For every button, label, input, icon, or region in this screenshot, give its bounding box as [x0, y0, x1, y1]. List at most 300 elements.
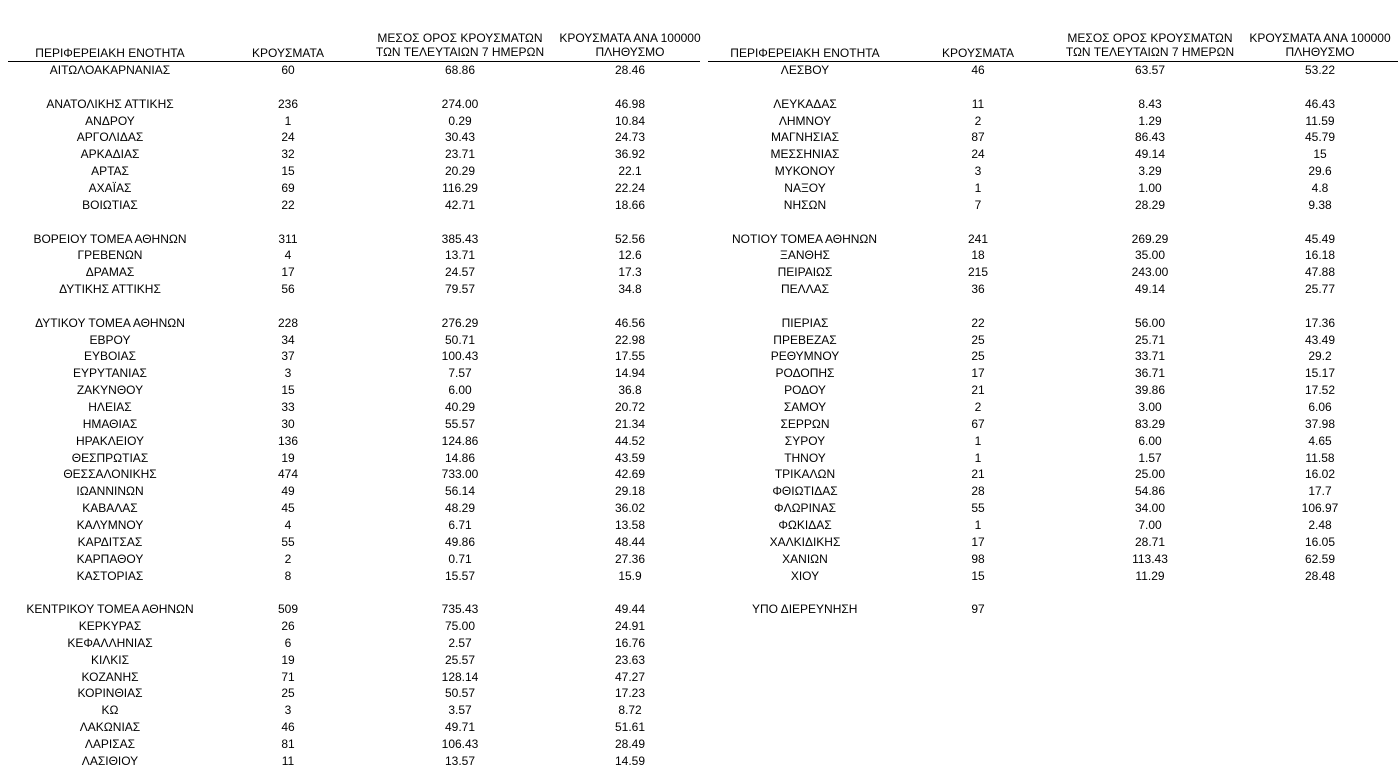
table-row	[700, 247, 1400, 264]
cell-per100k: 49.44	[614, 602, 646, 617]
cell-cases: 8	[284, 568, 292, 583]
table-row	[0, 635, 700, 652]
cell-cases: 28	[971, 484, 985, 499]
table-row	[0, 247, 700, 264]
cell-per100k: 17.7	[1308, 484, 1332, 499]
cell-avg: 3.57	[448, 703, 472, 718]
cell-region: ΛΕΣΒΟΥ	[780, 63, 830, 77]
cell-per100k: 37.98	[1304, 416, 1336, 431]
table-row	[0, 466, 700, 483]
cell-region: ΛΕΥΚΑΔΑΣ	[773, 96, 837, 111]
cell-avg: 86.43	[1134, 130, 1166, 145]
table-row	[0, 433, 700, 450]
cell-avg: 274.00	[441, 96, 479, 111]
cell-per100k: 43.49	[1304, 332, 1336, 347]
cell-region: ΚΑΛΥΜΝΟΥ	[76, 517, 144, 532]
cell-per100k: 24.91	[614, 619, 646, 634]
cell-avg: 63.57	[1134, 63, 1166, 77]
table-row	[0, 500, 700, 517]
table-row	[0, 62, 700, 79]
table-row	[0, 129, 700, 146]
table-row	[700, 348, 1400, 365]
cell-region: ΗΛΕΙΑΣ	[88, 400, 132, 414]
cell-avg: 42.71	[444, 197, 476, 212]
cell-cases: 24	[281, 130, 295, 145]
cell-avg: 116.29	[442, 180, 478, 195]
table-row	[0, 163, 700, 180]
cell-cases: 3	[974, 164, 982, 179]
table-row	[0, 180, 700, 197]
cell-cases: 87	[971, 130, 985, 145]
cell-cases: 18	[971, 248, 985, 263]
cell-avg: 3.00	[1138, 400, 1162, 414]
cell-avg: 11.29	[1135, 568, 1165, 583]
cell-cases: 32	[281, 147, 295, 162]
cell-region: ΠΕΛΛΑΣ	[780, 282, 830, 297]
cell-avg: 49.86	[444, 534, 476, 549]
table-row	[0, 568, 700, 585]
header-per100k-line1: ΚΡΟΥΣΜΑΤΑ ΑΝΑ 100000	[559, 31, 701, 45]
cell-per100k: 11.58	[1305, 450, 1335, 465]
cell-region: ΚΕΡΚΥΡΑΣ	[78, 619, 142, 634]
cell-cases: 60	[281, 63, 295, 77]
table-row	[700, 450, 1400, 467]
cell-per100k: 9.38	[1308, 197, 1332, 212]
cell-per100k: 51.61	[614, 720, 646, 735]
cell-region: ΘΕΣΣΑΛΟΝΙΚΗΣ	[63, 467, 157, 482]
cell-per100k: 46.43	[1304, 96, 1336, 111]
cell-per100k: 16.18	[1304, 248, 1336, 263]
cell-per100k: 21.34	[614, 416, 646, 431]
cell-avg: 50.57	[444, 686, 476, 701]
cell-per100k: 22.1	[618, 164, 642, 179]
table-row	[0, 652, 700, 669]
cell-per100k	[1240, 601, 1400, 618]
header-region: ΠΕΡΙΦΕΡΕΙΑΚΗ ΕΝΟΤΗΤΑ	[730, 46, 880, 60]
cell-cases: 33	[281, 400, 295, 414]
cell-avg: 20.29	[444, 164, 476, 179]
cell-cases: 1	[974, 450, 982, 465]
cell-per100k: 28.48	[1304, 568, 1336, 583]
table-row	[0, 281, 700, 298]
cell-region: ΔΡΑΜΑΣ	[85, 265, 135, 280]
cell-avg: 1.57	[1138, 450, 1162, 465]
cell-region: ΜΑΓΝΗΣΙΑΣ	[770, 130, 840, 145]
cell-per100k: 11.59	[1305, 113, 1335, 128]
table-row	[700, 568, 1400, 585]
cell-region: ΠΡΕΒΕΖΑΣ	[773, 332, 837, 347]
cell-avg: 3.29	[1138, 164, 1162, 179]
header-avg-line1: ΜΕΣΟΣ ΟΡΟΣ ΚΡΟΥΣΜΑΤΩΝ	[1067, 31, 1233, 45]
cell-per100k: 24.73	[614, 130, 646, 145]
cell-avg: 7.57	[448, 366, 472, 381]
cell-per100k: 45.49	[1304, 231, 1336, 246]
table-row	[0, 113, 700, 130]
cell-avg: 34.00	[1134, 501, 1166, 516]
cell-per100k: 13.58	[614, 517, 646, 532]
cell-region: ΧΑΝΙΩΝ	[782, 551, 828, 566]
cell-region: ΤΡΙΚΑΛΩΝ	[774, 467, 836, 482]
cell-region: ΝΑΞΟΥ	[784, 180, 826, 195]
cell-region: ΒΟΙΩΤΙΑΣ	[82, 197, 138, 212]
cell-region: ΚΕΦΑΛΛΗΝΙΑΣ	[67, 635, 153, 650]
cell-per100k: 46.56	[614, 315, 646, 330]
cell-per100k: 48.44	[614, 534, 646, 549]
cell-region: ΠΕΙΡΑΙΩΣ	[777, 265, 833, 280]
cell-cases: 509	[277, 602, 299, 617]
cell-per100k: 46.98	[614, 96, 646, 111]
cell-per100k: 52.56	[614, 231, 646, 246]
cell-cases: 311	[278, 231, 298, 246]
cell-per100k: 15	[1313, 147, 1327, 162]
table-row	[0, 719, 700, 736]
table-row	[0, 702, 700, 719]
cell-region: ΞΑΝΘΗΣ	[780, 248, 830, 263]
cell-per100k: 2.48	[1308, 517, 1332, 532]
cell-region: ΣΥΡΟΥ	[784, 433, 826, 448]
cell-cases: 56	[281, 282, 295, 297]
cell-cases: 241	[967, 231, 989, 246]
cell-cases: 69	[281, 180, 295, 195]
cell-per100k: 15.9	[618, 568, 642, 583]
cell-per100k: 17.36	[1304, 315, 1336, 330]
table-row	[0, 685, 700, 702]
cell-region: ΚΙΛΚΙΣ	[90, 652, 130, 667]
header-cases: ΚΡΟΥΣΜΑΤΑ	[252, 46, 324, 60]
cell-region: ΓΡΕΒΕΝΩΝ	[77, 248, 143, 263]
cell-cases: 236	[277, 96, 299, 111]
cell-avg: 28.29	[1134, 197, 1166, 212]
cell-cases: 37	[281, 349, 295, 364]
cell-per100k: 29.6	[1308, 164, 1332, 179]
cell-per100k: 62.59	[1304, 551, 1336, 566]
cell-cases: 22	[971, 315, 985, 330]
cell-cases: 474	[277, 467, 299, 482]
cell-per100k: 8.72	[618, 703, 642, 718]
table-row	[700, 416, 1400, 433]
cell-cases: 21	[971, 467, 985, 482]
cell-region: ΥΠΟ ΔΙΕΡΕΥΝΗΣΗ	[752, 602, 858, 617]
cell-region: ΚΕΝΤΡΙΚΟΥ ΤΟΜΕΑ ΑΘΗΝΩΝ	[26, 602, 194, 617]
cell-region: ΚΑΣΤΟΡΙΑΣ	[76, 568, 144, 583]
cell-cases: 4	[284, 248, 292, 263]
cell-avg: 48.29	[444, 501, 476, 516]
cell-avg: 13.57	[444, 753, 476, 768]
cell-region: ΧΙΟΥ	[790, 568, 820, 583]
cell-avg: 79.57	[444, 282, 476, 297]
cell-avg: 6.71	[448, 517, 472, 532]
table-row	[0, 264, 700, 281]
cell-cases: 21	[971, 383, 985, 398]
cell-region: ΜΕΣΣΗΝΙΑΣ	[770, 147, 840, 162]
cell-cases: 17	[971, 534, 985, 549]
cell-cases: 55	[971, 501, 985, 516]
cell-per100k: 4.8	[1311, 180, 1329, 195]
cell-region: ΡΟΔΟΠΗΣ	[775, 366, 835, 381]
cell-region: ΑΡΓΟΛΙΔΑΣ	[76, 130, 144, 145]
cell-avg: 2.57	[448, 635, 472, 650]
cell-region: ΒΟΡΕΙΟΥ ΤΟΜΕΑ ΑΘΗΝΩΝ	[33, 231, 187, 246]
header-per100k	[545, 31, 715, 59]
cell-region: ΜΥΚΟΝΟΥ	[774, 164, 836, 179]
cell-region: ΦΘΙΩΤΙΔΑΣ	[772, 484, 838, 499]
table-row	[0, 96, 700, 113]
table-row	[0, 315, 700, 332]
cell-per100k: 42.69	[614, 467, 646, 482]
cell-avg: 113.43	[1132, 551, 1168, 566]
table-row	[700, 365, 1400, 382]
cell-per100k: 25.77	[1304, 282, 1336, 297]
header-avg-line2: ΤΩΝ ΤΕΛΕΥΤΑΙΩΝ 7 ΗΜΕΡΩΝ	[1065, 45, 1235, 59]
cell-per100k: 10.84	[614, 113, 646, 128]
cell-region: ΗΡΑΚΛΕΙΟΥ	[75, 433, 145, 448]
cell-cases: 4	[284, 517, 292, 532]
cell-per100k: 29.18	[614, 484, 646, 499]
cell-cases: 97	[971, 602, 985, 617]
cell-region: ΛΗΜΝΟΥ	[778, 113, 832, 128]
cell-avg: 50.71	[444, 332, 476, 347]
cell-region: ΚΑΡΠΑΘΟΥ	[76, 551, 144, 566]
cell-cases: 36	[971, 282, 985, 297]
cell-per100k: 17.23	[614, 686, 646, 701]
cell-avg: 733.00	[441, 467, 479, 482]
cell-avg: 14.86	[444, 450, 476, 465]
cell-region: ΛΑΡΙΣΑΣ	[84, 737, 136, 751]
table-row	[700, 517, 1400, 534]
cell-per100k: 15.17	[1304, 366, 1336, 381]
cell-avg: 36.71	[1134, 366, 1166, 381]
cell-region: ΦΩΚΙΔΑΣ	[778, 517, 832, 532]
cell-per100k: 45.79	[1304, 130, 1336, 145]
table-row	[0, 231, 700, 248]
cell-avg: 25.00	[1134, 467, 1166, 482]
cell-avg: 385.43	[441, 231, 479, 246]
cell-avg: 30.43	[444, 130, 476, 145]
cell-per100k: 20.72	[614, 400, 646, 414]
cell-region: ΡΕΘΥΜΝΟΥ	[770, 349, 840, 364]
table-row	[700, 163, 1400, 180]
cell-cases: 30	[281, 416, 295, 431]
table-row	[700, 315, 1400, 332]
cell-per100k: 22.98	[614, 332, 646, 347]
cell-cases: 45	[281, 501, 295, 516]
table-row	[700, 534, 1400, 551]
cell-cases: 3	[284, 366, 292, 381]
cell-cases: 67	[971, 416, 985, 431]
cell-cases: 25	[971, 332, 985, 347]
cell-avg: 1.00	[1138, 180, 1162, 195]
cell-region: ΚΑΒΑΛΑΣ	[82, 501, 138, 516]
cell-avg: 55.57	[444, 416, 476, 431]
cell-region: ΑΡΤΑΣ	[91, 164, 129, 179]
header-avg-line2: ΤΩΝ ΤΕΛΕΥΤΑΙΩΝ 7 ΗΜΕΡΩΝ	[375, 45, 545, 59]
cell-per100k: 28.49	[614, 737, 646, 751]
header-per100k	[1240, 31, 1400, 59]
cell-per100k: 44.52	[614, 433, 646, 448]
cell-per100k: 22.24	[614, 180, 646, 195]
cell-avg: 6.00	[448, 383, 472, 398]
cell-cases: 49	[281, 484, 295, 499]
table-row	[700, 551, 1400, 568]
cell-region: ΝΗΣΩΝ	[783, 197, 827, 212]
cell-per100k: 17.52	[1304, 383, 1336, 398]
cell-per100k: 53.22	[1304, 63, 1336, 77]
header-avg-line1: ΜΕΣΟΣ ΟΡΟΣ ΚΡΟΥΣΜΑΤΩΝ	[377, 31, 543, 45]
cell-per100k: 106.97	[1301, 501, 1339, 516]
cell-cases: 215	[967, 265, 989, 280]
cell-region: ΛΑΣΙΘΙΟΥ	[81, 753, 139, 768]
table-row	[700, 96, 1400, 113]
cell-region: ΑΝΔΡΟΥ	[85, 113, 135, 128]
table-row	[0, 365, 700, 382]
cell-avg: 56.14	[444, 484, 476, 499]
table-row	[0, 483, 700, 500]
cell-region: ΑΙΤΩΛΟΑΚΑΡΝΑΝΙΑΣ	[49, 63, 171, 77]
cell-cases: 7	[974, 197, 982, 212]
cell-cases: 81	[281, 737, 295, 751]
cell-per100k: 17.55	[614, 349, 646, 364]
cell-per100k: 23.63	[614, 652, 646, 667]
cell-cases: 1	[974, 517, 982, 532]
cell-cases: 15	[281, 164, 295, 179]
cell-cases: 22	[281, 197, 295, 212]
cell-cases: 1	[974, 433, 982, 448]
cell-region: ΙΩΑΝΝΙΝΩΝ	[76, 484, 144, 499]
cell-avg: 56.00	[1134, 315, 1166, 330]
cell-region: ΑΧΑΪΑΣ	[88, 180, 132, 195]
cell-cases: 19	[281, 652, 295, 667]
table-row	[0, 197, 700, 214]
cell-per100k: 14.94	[614, 366, 646, 381]
cell-cases: 17	[281, 265, 295, 280]
cell-region: ΚΟΖΑΝΗΣ	[81, 669, 139, 684]
table-row	[700, 129, 1400, 146]
cell-per100k: 27.36	[614, 551, 646, 566]
cell-cases: 136	[277, 433, 299, 448]
cell-region: ΛΑΚΩΝΙΑΣ	[79, 720, 141, 735]
cell-per100k: 36.02	[614, 501, 646, 516]
cell-per100k: 36.8	[618, 383, 642, 398]
cell-avg: 23.71	[444, 147, 476, 162]
cell-region: ΚΑΡΔΙΤΣΑΣ	[77, 534, 143, 549]
table-row	[0, 601, 700, 618]
cell-avg: 6.00	[1138, 433, 1162, 448]
cell-avg: 128.14	[441, 669, 479, 684]
cell-cases: 46	[971, 63, 985, 77]
table-row	[0, 669, 700, 686]
header-per100k-line2: ΠΛΗΘΥΣΜΟ	[1285, 45, 1355, 59]
cell-per100k: 29.2	[1308, 349, 1332, 364]
table-row	[700, 264, 1400, 281]
cell-avg	[1060, 601, 1240, 618]
table-row	[700, 180, 1400, 197]
cell-region: ΧΑΛΚΙΔΙΚΗΣ	[769, 534, 841, 549]
cell-avg: 124.86	[441, 433, 479, 448]
cell-avg: 15.57	[444, 568, 476, 583]
cell-per100k: 16.05	[1304, 534, 1336, 549]
cell-per100k: 17.3	[618, 265, 642, 280]
cell-per100k: 18.66	[614, 197, 646, 212]
cell-region: ΘΕΣΠΡΩΤΙΑΣ	[71, 450, 149, 465]
cell-cases: 2	[974, 400, 982, 414]
table-row	[700, 146, 1400, 163]
cell-cases: 98	[971, 551, 985, 566]
cell-avg: 49.71	[444, 720, 476, 735]
cell-region: ΝΟΤΙΟΥ ΤΟΜΕΑ ΑΘΗΝΩΝ	[732, 231, 878, 246]
cell-region: ΚΩ	[101, 703, 119, 718]
cell-avg: 49.14	[1134, 282, 1166, 297]
cell-region: ΚΟΡΙΝΘΙΑΣ	[77, 686, 143, 701]
table-row	[700, 483, 1400, 500]
cell-region: ΔΥΤΙΚΟΥ ΤΟΜΕΑ ΑΘΗΝΩΝ	[35, 315, 185, 330]
table-row	[0, 534, 700, 551]
cell-per100k: 36.92	[614, 147, 646, 162]
cell-region: ΣΑΜΟΥ	[783, 400, 827, 414]
cell-cases: 71	[281, 669, 295, 684]
table-row	[0, 551, 700, 568]
cell-cases: 55	[281, 534, 295, 549]
table-row	[0, 348, 700, 365]
table-row	[700, 231, 1400, 248]
cell-cases: 17	[971, 366, 985, 381]
cell-avg: 54.86	[1134, 484, 1166, 499]
cell-avg: 24.57	[444, 265, 476, 280]
cell-avg: 8.43	[1138, 96, 1162, 111]
table-row	[0, 332, 700, 349]
cell-per100k: 28.46	[614, 63, 646, 77]
cell-avg: 75.00	[444, 619, 476, 634]
cell-per100k: 16.76	[614, 635, 646, 650]
table-row	[700, 433, 1400, 450]
cell-region: ΣΕΡΡΩΝ	[780, 416, 830, 431]
cell-avg: 106.43	[441, 737, 479, 751]
cell-cases: 2	[974, 113, 982, 128]
cell-avg: 25.57	[444, 652, 476, 667]
header-per100k-line1: ΚΡΟΥΣΜΑΤΑ ΑΝΑ 100000	[1249, 31, 1391, 45]
table-row	[0, 753, 700, 770]
cell-avg: 39.86	[1134, 383, 1166, 398]
cell-per100k: 14.59	[614, 753, 646, 768]
table-row	[700, 466, 1400, 483]
cell-per100k: 47.88	[1304, 265, 1336, 280]
cell-avg: 0.29	[448, 113, 472, 128]
cell-per100k: 4.65	[1308, 433, 1332, 448]
cell-cases: 24	[971, 147, 985, 162]
cell-avg: 1.29	[1138, 113, 1162, 128]
cell-cases: 34	[281, 332, 295, 347]
cell-per100k: 16.02	[1304, 467, 1336, 482]
cell-cases: 1	[974, 180, 982, 195]
cell-cases: 11	[281, 753, 295, 768]
cell-avg: 13.71	[444, 248, 476, 263]
cell-cases: 11	[971, 96, 985, 111]
cell-per100k: 34.8	[618, 282, 642, 297]
table-row	[0, 450, 700, 467]
cell-avg: 68.86	[444, 63, 476, 77]
table-row	[700, 399, 1400, 416]
cell-avg: 40.29	[444, 400, 476, 414]
cell-cases: 6	[284, 635, 292, 650]
cell-region: ΦΛΩΡΙΝΑΣ	[774, 501, 836, 516]
table-row	[700, 197, 1400, 214]
table-row	[0, 382, 700, 399]
cell-avg: 33.71	[1134, 349, 1166, 364]
table-row	[700, 62, 1400, 79]
header-avg	[1060, 31, 1240, 59]
cell-region: ΖΑΚΥΝΘΟΥ	[76, 383, 144, 398]
table-row	[0, 146, 700, 163]
cell-avg: 7.00	[1138, 517, 1162, 532]
